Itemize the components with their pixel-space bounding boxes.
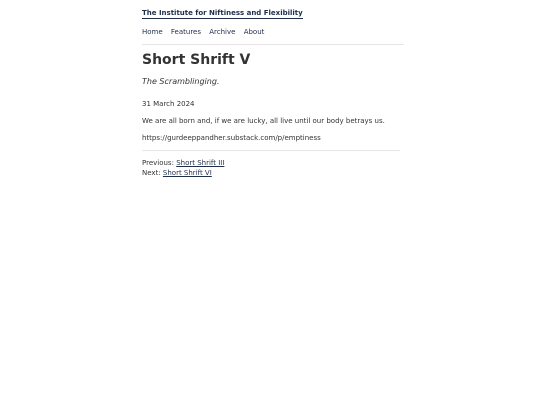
post-url-text: https://gurdeeppandher.substack.com/p/emptiness [142,134,321,142]
previous-post-link[interactable]: Short Shrift III [176,159,225,167]
post-subtitle: The Scramblinging. [142,77,220,86]
page-container [142,0,404,178]
nav-item-archive[interactable]: Archive [209,28,236,36]
previous-label: Previous: [142,159,174,167]
previous-post-nav [142,158,404,168]
next-post-link[interactable]: Short Shrift VI [162,169,212,177]
nav-item-home[interactable]: Home [142,28,163,36]
post-paragraph: We are all born and, if we are lucky, all live until our body betrays us. [142,117,385,125]
nav-item-features[interactable]: Features [170,28,202,36]
post-divider [142,150,400,151]
main-nav [142,28,404,37]
header-divider [142,44,404,45]
site-title-link[interactable]: The Institute for Niftiness and Flexibility [142,9,303,17]
next-label: Next: [142,169,161,177]
next-post-nav [142,168,404,178]
post-date: 31 March 2024 [142,100,195,108]
nav-item-about[interactable]: About [243,28,265,36]
post-title: Short Shrift V [142,52,251,68]
